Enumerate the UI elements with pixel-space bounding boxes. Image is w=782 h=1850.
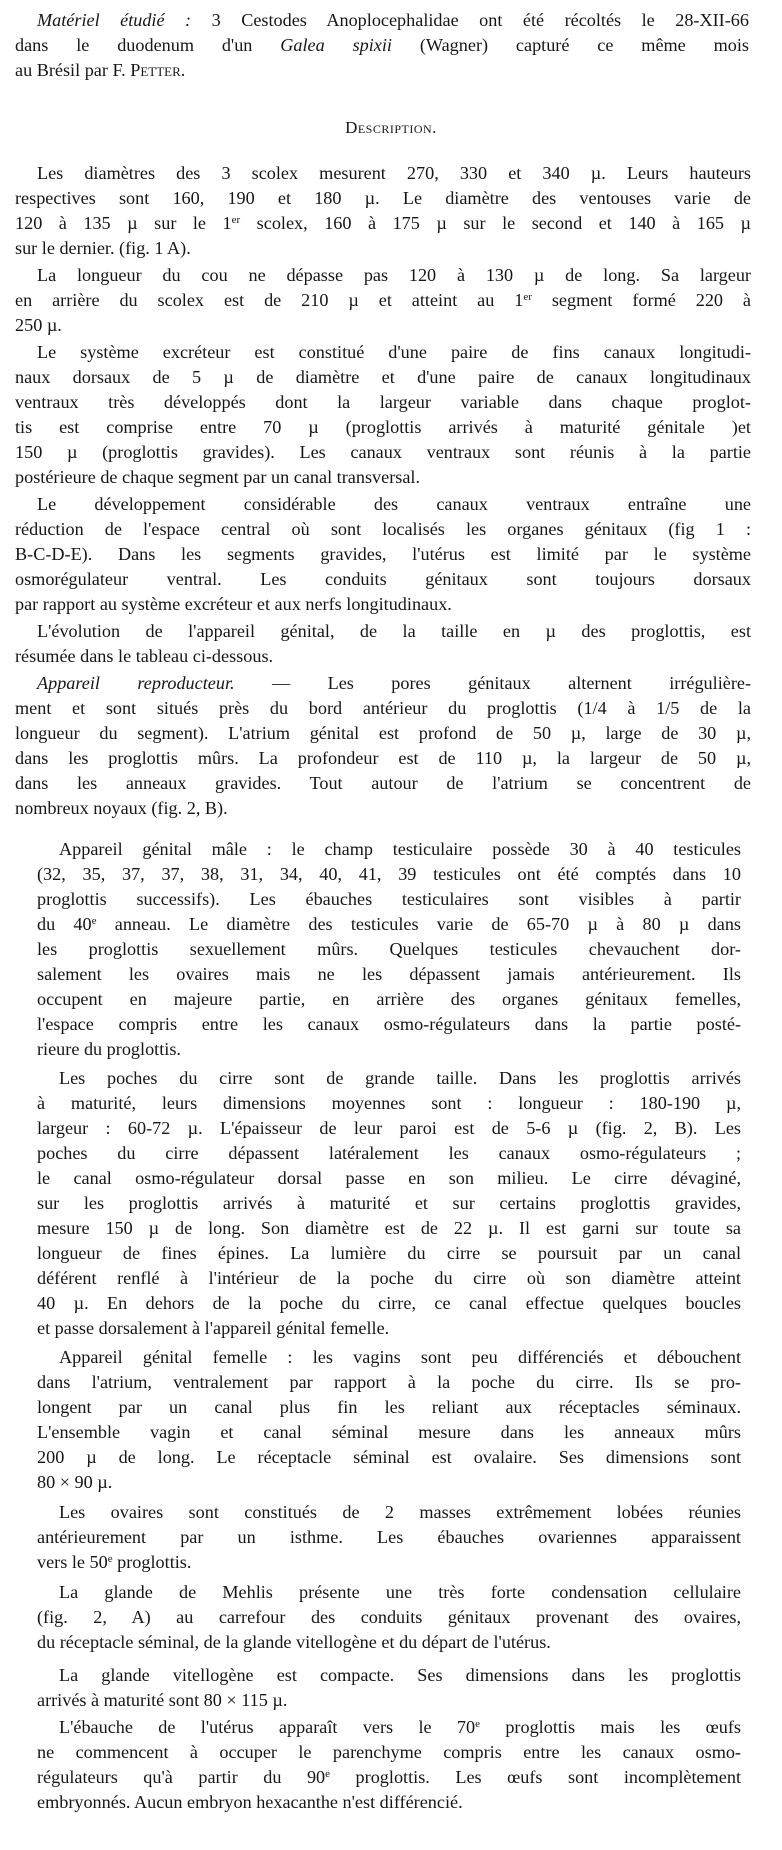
text-segment: postérieure de chaque segment par un canal transversal. <box>15 467 421 487</box>
text-segment: et passe dorsalement à l'appareil génital femelle. <box>37 1318 390 1338</box>
text-line <box>15 390 751 415</box>
text-line <box>37 912 741 937</box>
text-segment: déférent renflé à l'intérieur de la poche du cirre où son diamètre atteint <box>37 1268 741 1288</box>
text-segment: 40 µ. En dehors de la poche du cirre, ce canal effectue quelques boucles <box>37 1293 741 1313</box>
text-segment: l'espace compris entre les canaux osmo-régulateurs dans la partie posté- <box>37 1014 741 1034</box>
intro-line-2-rest: (Wagner) capturé ce même mois <box>391 35 749 55</box>
text-line <box>37 1525 741 1550</box>
text-segment: ment et sont situés près du bord antérieur du proglottis (1/4 à 1/5 de la <box>15 698 751 718</box>
text-segment: embryonnés. Aucun embryon hexacanthe n'est différencié. <box>37 1792 463 1812</box>
intro-line-3 <box>15 58 749 83</box>
text-segment: L'évolution de l'appareil génital, de la taille en µ des proglottis, est <box>37 621 751 641</box>
text-line <box>37 1500 741 1525</box>
text-line <box>37 937 741 962</box>
text-line <box>15 161 751 186</box>
text-segment: par rapport au système excréteur et aux nerfs longitudinaux. <box>15 594 452 614</box>
text-line <box>37 1470 741 1495</box>
text-segment: largeur : 60-72 µ. L'épaisseur de leur paroi est de 5-6 µ (fig. 2, B). Les <box>37 1118 741 1138</box>
superscript: er <box>231 214 241 226</box>
text-segment: Les ovaires sont constitués de 2 masses extrêmement lobées réunies <box>59 1502 741 1522</box>
text-line <box>37 987 741 1012</box>
text-line <box>37 887 741 912</box>
text-line <box>37 1316 741 1341</box>
text-line <box>37 1445 741 1470</box>
text-line <box>37 1012 741 1037</box>
text-segment: le canal osmo-régulateur dorsal passe en son milieu. Le cirre dévaginé, <box>37 1168 741 1188</box>
text-segment: mesure 150 µ de long. Son diamètre est de 22 µ. Il est garni sur toute sa <box>37 1218 741 1238</box>
section-heading: Description. <box>345 118 437 137</box>
text-line <box>15 186 751 211</box>
text-line <box>15 288 751 313</box>
text-line <box>15 746 751 771</box>
text-segment: anneau. Le diamètre des testicules varie de 65-70 µ à 80 µ dans <box>96 914 741 934</box>
paragraph <box>15 263 751 338</box>
text-line <box>15 211 751 236</box>
superscript: e <box>325 1768 331 1780</box>
text-line <box>37 1037 741 1062</box>
text-segment: 200 µ de long. Le réceptacle séminal est ovalaire. Ses dimensions sont <box>37 1447 741 1467</box>
text-line <box>37 1765 741 1790</box>
paragraph <box>15 161 751 261</box>
text-segment: arrivés à maturité sont 80 × 115 µ. <box>37 1690 288 1710</box>
paragraph <box>37 1715 741 1815</box>
section-description-part1 <box>15 161 751 821</box>
text-line <box>37 1266 741 1291</box>
italic-lead: Appareil reproducteur. <box>37 673 235 693</box>
text-line <box>37 1580 741 1605</box>
text-segment: ne commencent à occuper le parenchyme compris entre les canaux osmo- <box>37 1742 741 1762</box>
superscript: e <box>475 1718 480 1730</box>
text-segment: osmorégulateur ventral. Les conduits génitaux sont toujours dorsaux <box>15 569 751 589</box>
superscript: e <box>107 1553 113 1565</box>
text-line <box>37 1141 741 1166</box>
text-line <box>37 1191 741 1216</box>
text-line <box>37 1116 741 1141</box>
text-line <box>37 1395 741 1420</box>
text-line <box>37 1790 741 1815</box>
text-line <box>37 1091 741 1116</box>
text-line <box>37 1066 741 1091</box>
paragraph <box>37 837 741 1062</box>
text-segment: proglottis mais les œufs <box>480 1717 741 1737</box>
superscript: er <box>523 291 532 303</box>
text-line <box>15 671 751 696</box>
text-line <box>37 1550 741 1575</box>
text-line <box>15 567 751 592</box>
text-segment: scolex, 160 à 175 µ sur le second et 140 à 165 µ <box>240 213 752 233</box>
text-line <box>15 619 751 644</box>
text-segment: naux dorsaux de 5 µ de diamètre et d'une paire de canaux longitudinaux <box>15 367 751 387</box>
paragraph <box>37 1500 741 1575</box>
text-line <box>15 796 751 821</box>
text-line <box>15 696 751 721</box>
text-segment: Appareil génital mâle : le champ testiculaire possède 30 à 40 testicules <box>59 839 741 859</box>
paragraph <box>15 619 751 669</box>
text-line <box>37 1630 741 1655</box>
intro-line-2 <box>15 33 749 58</box>
text-segment: dans l'atrium, ventralement par rapport à la poche du cirre. Ils se pro- <box>37 1372 741 1392</box>
text-segment: Le système excréteur est constitué d'une paire de fins canaux longitudi- <box>37 342 751 362</box>
text-segment: vers le 50 <box>37 1552 108 1572</box>
text-segment: régulateurs qu'à partir du 90 <box>37 1767 326 1787</box>
text-segment: (fig. 2, A) au carrefour des conduits génitaux provenant des ovaires, <box>37 1607 741 1627</box>
text-line <box>15 517 751 542</box>
text-line <box>37 1291 741 1316</box>
text-line <box>15 542 751 567</box>
text-segment: sur les proglottis arrivés à maturité et sur certains proglottis gravides, <box>37 1193 741 1213</box>
text-segment: du 40 <box>37 914 92 934</box>
text-segment: 120 à 135 µ sur le 1 <box>15 213 232 233</box>
paragraph <box>37 1580 741 1655</box>
text-line <box>15 771 751 796</box>
text-segment: nombreux noyaux (fig. 2, B). <box>15 798 228 818</box>
paragraph <box>15 671 751 821</box>
text-line <box>15 415 751 440</box>
text-line <box>15 313 751 338</box>
text-line <box>37 1241 741 1266</box>
intro-label: Matériel étudié : <box>37 10 192 30</box>
text-segment: Le développement considérable des canaux ventraux entraîne une <box>37 494 751 514</box>
text-line <box>15 592 751 617</box>
intro-line-1 <box>15 8 749 33</box>
text-line <box>37 1345 741 1370</box>
text-segment: La glande vitellogène est compacte. Ses dimensions dans les proglottis <box>59 1665 741 1685</box>
text-segment: ventraux très développés dont la largeur variable dans chaque proglot- <box>15 392 751 412</box>
text-line <box>15 721 751 746</box>
text-segment: Les diamètres des 3 scolex mesurent 270, 330 et 340 µ. Leurs hauteurs <box>37 163 751 183</box>
paragraph <box>15 340 751 490</box>
text-segment: dans les proglottis mûrs. La profondeur est de 110 µ, la largeur de 50 µ, <box>15 748 751 768</box>
text-segment: résumée dans le tableau ci-dessous. <box>15 646 274 666</box>
text-segment: tis est comprise entre 70 µ (proglottis arrivés à maturité génitale )et <box>15 417 751 437</box>
text-segment: 250 µ. <box>15 315 62 335</box>
text-line <box>15 465 751 490</box>
text-line <box>37 1420 741 1445</box>
text-segment: occupent en majeure partie, en arrière des organes génitaux femelles, <box>37 989 741 1009</box>
text-segment: segment formé 220 à <box>531 290 751 310</box>
text-line <box>15 440 751 465</box>
text-line <box>15 263 751 288</box>
text-line <box>37 962 741 987</box>
text-segment: B-C-D-E). Dans les segments gravides, l'utérus est limité par le système <box>15 544 751 564</box>
text-segment: Les poches du cirre sont de grande taille. Dans les proglottis arrivés <box>59 1068 741 1088</box>
text-segment: La longueur du cou ne dépasse pas 120 à 130 µ de long. Sa largeur <box>37 265 751 285</box>
text-line <box>15 236 751 261</box>
text-segment: L'ensemble vagin et canal séminal mesure dans les anneaux mûrs <box>37 1422 741 1442</box>
text-line <box>37 1605 741 1630</box>
text-line <box>15 644 751 669</box>
text-line <box>37 862 741 887</box>
text-segment: poches du cirre dépassent latéralement les canaux osmo-régulateurs ; <box>37 1143 741 1163</box>
text-segment: les proglottis sexuellement mûrs. Quelques testicules chevauchent dor- <box>37 939 741 959</box>
intro-line-1-text: 3 Cestodes Anoplocephalidae ont été récoltés le 28-XII-66 <box>191 10 749 30</box>
section-description-part2 <box>37 837 741 1815</box>
text-segment: longueur du segment). L'atrium génital est profond de 50 µ, large de 30 µ, <box>15 723 751 743</box>
text-line <box>15 365 751 390</box>
text-line <box>37 1663 741 1688</box>
text-segment: en arrière du scolex est de 210 µ et atteint au 1 <box>15 290 524 310</box>
text-segment: proglottis successifs). Les ébauches testiculaires sont visibles à partir <box>37 889 741 909</box>
text-segment: (32, 35, 37, 37, 38, 31, 34, 40, 41, 39 testicules ont été comptés dans 10 <box>37 864 741 884</box>
text-line <box>37 1688 741 1713</box>
text-segment: Appareil génital femelle : les vagins sont peu différenciés et débouchent <box>59 1347 741 1367</box>
text-segment: à maturité, leurs dimensions moyennes sont : longueur : 180-190 µ, <box>37 1093 741 1113</box>
text-line <box>37 837 741 862</box>
text-segment: 150 µ (proglottis gravides). Les canaux ventraux sont réunis à la partie <box>15 442 751 462</box>
species-name: Galea spixii <box>280 35 392 55</box>
text-segment: respectives sont 160, 190 et 180 µ. Le diamètre des ventouses varie de <box>15 188 751 208</box>
text-line <box>37 1166 741 1191</box>
text-line <box>15 340 751 365</box>
text-line <box>37 1216 741 1241</box>
paragraph <box>37 1066 741 1341</box>
text-line <box>37 1370 741 1395</box>
paragraph <box>15 492 751 617</box>
paragraph <box>37 1345 741 1495</box>
text-segment: — Les pores génitaux alternent irrégulière- <box>234 673 751 693</box>
text-segment: réduction de l'espace central où sont localisés les organes génitaux (fig 1 : <box>15 519 751 539</box>
intro-block <box>15 8 749 83</box>
text-segment: 80 × 90 µ. <box>37 1472 113 1492</box>
text-segment: L'ébauche de l'utérus apparaît vers le 70 <box>59 1717 476 1737</box>
paragraph <box>37 1663 741 1713</box>
superscript: e <box>91 915 97 927</box>
text-segment: proglottis. Les œufs sont incomplètement <box>330 1767 741 1787</box>
intro-line-2-text: dans le duodenum d'un <box>15 35 281 55</box>
text-segment: longueur de fines épines. La lumière du cirre se poursuit par un canal <box>37 1243 741 1263</box>
text-segment: sur le dernier. (fig. 1 A). <box>15 238 191 258</box>
text-segment: La glande de Mehlis présente une très forte condensation cellulaire <box>59 1582 741 1602</box>
text-segment: rieure du proglottis. <box>37 1039 181 1059</box>
text-segment: longent par un canal plus fin les reliant aux réceptacles séminaux. <box>37 1397 741 1417</box>
author-name: Petter <box>130 60 181 80</box>
intro-end: . <box>180 60 186 80</box>
text-segment: proglottis. <box>112 1552 192 1572</box>
text-segment: du réceptacle séminal, de la glande vitellogène et du départ de l'utérus. <box>37 1632 551 1652</box>
text-line <box>37 1715 741 1740</box>
text-line <box>15 492 751 517</box>
text-segment: dans les anneaux gravides. Tout autour de l'atrium se concentrent de <box>15 773 751 793</box>
text-segment: salement les ovaires mais ne les dépassent jamais antérieurement. Ils <box>37 964 741 984</box>
intro-line-3-text: au Brésil par F. <box>15 60 131 80</box>
text-line <box>37 1740 741 1765</box>
text-segment: antérieurement par un isthme. Les ébauches ovariennes apparaissent <box>37 1527 741 1547</box>
